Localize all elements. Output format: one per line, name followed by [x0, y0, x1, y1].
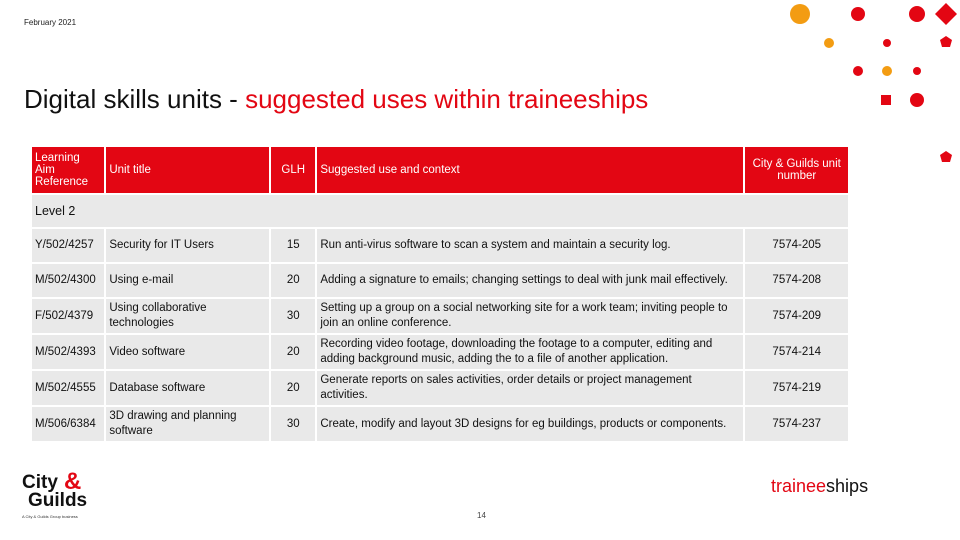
cell-unit: 7574-205: [745, 229, 848, 262]
cell-ref: M/502/4555: [32, 371, 104, 405]
header-unit: City & Guilds unit number: [745, 147, 848, 193]
title-accent: suggested uses within traineeships: [245, 84, 649, 114]
header-use: Suggested use and context: [317, 147, 743, 193]
cell-unit: 7574-214: [745, 335, 848, 369]
cell-title: Using collaborative technologies: [106, 299, 269, 333]
cell-title: 3D drawing and planning software: [106, 407, 269, 441]
cell-glh: 20: [271, 264, 315, 297]
cell-title: Database software: [106, 371, 269, 405]
cell-unit: 7574-237: [745, 407, 848, 441]
cell-unit: 7574-219: [745, 371, 848, 405]
cell-title: Security for IT Users: [106, 229, 269, 262]
date-label: February 2021: [24, 18, 77, 27]
cell-glh: 20: [271, 335, 315, 369]
logo-tagline: A City & Guilds Group business: [22, 514, 78, 519]
table-header-row: [32, 147, 848, 193]
cell-title: Using e-mail: [106, 264, 269, 297]
header-ref: Learning Aim Reference: [32, 147, 104, 193]
logo-amp: &: [64, 468, 82, 495]
traineeships-brand: [771, 476, 868, 497]
table-row: [32, 335, 848, 369]
cell-glh: 30: [271, 299, 315, 333]
table-row: [32, 299, 848, 333]
units-table: [30, 145, 850, 443]
cell-glh: 20: [271, 371, 315, 405]
page-title: [24, 84, 648, 115]
cell-use: Recording video footage, downloading the footage to a computer, editing and adding background music, adding the to a file of another application.: [317, 335, 743, 369]
cell-ref: F/502/4379: [32, 299, 104, 333]
cell-glh: 15: [271, 229, 315, 262]
logo-city: City: [22, 472, 58, 493]
cell-glh: 30: [271, 407, 315, 441]
cell-use: Generate reports on sales activities, order details or project management activities.: [317, 371, 743, 405]
table-row: [32, 407, 848, 441]
header-title: Unit title: [106, 147, 269, 193]
cell-use: Create, modify and layout 3D designs for eg buildings, products or components.: [317, 407, 743, 441]
cell-ref: M/502/4300: [32, 264, 104, 297]
level-row: [32, 195, 848, 227]
cell-ref: M/506/6384: [32, 407, 104, 441]
cell-unit: 7574-209: [745, 299, 848, 333]
page-number: 14: [477, 511, 486, 520]
cell-ref: M/502/4393: [32, 335, 104, 369]
cell-title: Video software: [106, 335, 269, 369]
table-row: [32, 229, 848, 262]
table-row: [32, 371, 848, 405]
header-glh: GLH: [271, 147, 315, 193]
title-main: Digital skills units -: [24, 84, 246, 114]
level-label: Level 2: [32, 195, 848, 227]
table-row: [32, 264, 848, 297]
logo-guilds: Guilds: [28, 490, 88, 511]
cell-unit: 7574-208: [745, 264, 848, 297]
brand-suffix: ships: [826, 476, 869, 496]
city-guilds-logo: [22, 470, 102, 522]
cell-ref: Y/502/4257: [32, 229, 104, 262]
cell-use: Adding a signature to emails; changing settings to deal with junk mail effectively.: [317, 264, 743, 297]
cell-use: Run anti-virus software to scan a system and maintain a security log.: [317, 229, 743, 262]
brand-prefix: trainee: [771, 476, 827, 496]
cell-use: Setting up a group on a social networking site for a work team; inviting people to join an online conference.: [317, 299, 743, 333]
